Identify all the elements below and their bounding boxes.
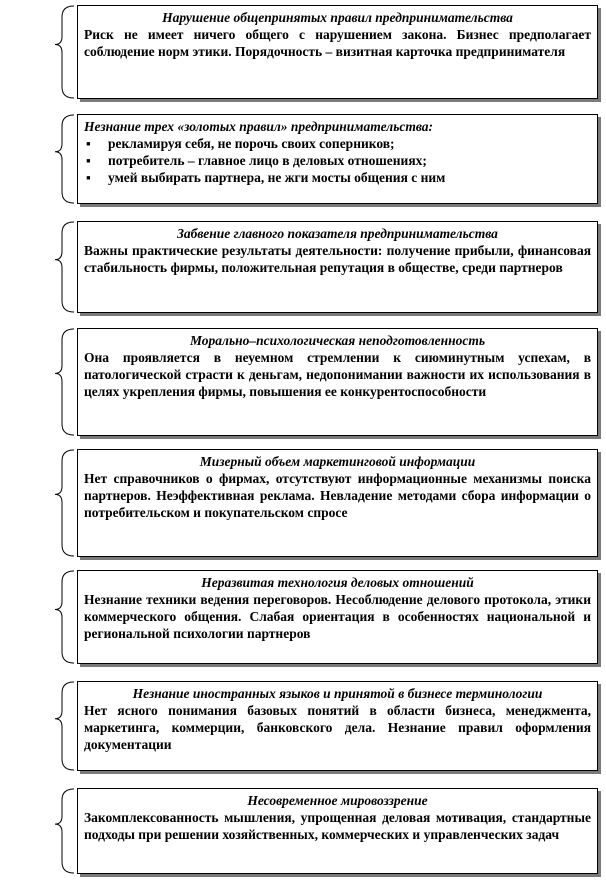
curly-bracket — [55, 222, 74, 312]
block-business-technology — [77, 570, 598, 664]
block-golden-rules — [77, 114, 598, 204]
block-title: Забвение главного показателя предпринимательства — [177, 226, 498, 241]
curly-bracket — [55, 115, 74, 203]
block-text: Она проявляется в неуемном стремлении к сиюминутным успехам, в патологической страсти к деньгам, недопонимании важности их использования в целях укрепления фирмы, повышения ее конкурентоспособности — [84, 350, 591, 399]
block-text: Важны практические результаты деятельности: получение прибыли, финансовая стабильность фирмы, положительная репутация в обществе, среди партнеров — [84, 243, 591, 275]
curly-bracket — [55, 571, 74, 663]
block-title: Морально–психологическая неподготовленность — [189, 333, 486, 348]
block-text: Нет ясного понимания базовых понятий в области бизнеса, менеджмента, маркетинга, коммерции, банковского дела. Незнание правил оформления документации — [84, 703, 591, 752]
block-main-indicator — [77, 221, 598, 313]
list-item: ▪ рекламируя себя, не порочь своих соперников; — [86, 136, 395, 151]
list-item: ▪ умей выбирать партнера, не жги мосты общения с ним — [86, 170, 446, 185]
block-text: Риск не имеет ничего общего с нарушением закона. Бизнес предполагает соблюдение норм этики. Порядочность – визитная карточка предпринимателя — [84, 27, 591, 59]
bullet-icon: ▪ — [86, 153, 91, 168]
block-marketing-info — [77, 449, 598, 557]
bullet-icon: ▪ — [86, 170, 91, 185]
block-violation-of-rules — [77, 5, 598, 99]
block-title: Несовременное мировоззрение — [247, 793, 428, 808]
bullet-list — [84, 135, 591, 186]
block-moral-psychological — [77, 328, 598, 436]
curly-bracket — [55, 682, 74, 770]
block-text: Закомплексованность мышления, упрощенная деловая мотивация, стандартные подходы при решении хозяйственных, коммерческих и управленческих задач — [84, 810, 591, 842]
block-title: Незнание иностранных языков и принятой в бизнесе терминологии — [132, 686, 543, 701]
block-languages-terminology — [77, 681, 598, 771]
block-title: Неразвитая технология деловых отношений — [201, 575, 474, 590]
curly-bracket — [55, 6, 74, 98]
block-title: Незнание трех «золотых правил» предпринимательства: — [84, 119, 434, 134]
block-text: Незнание техники ведения переговоров. Несоблюдение делового протокола, этики коммерческого общения. Слабая ориентация в особенностях национальной и региональной психологии партнеров — [84, 592, 591, 641]
curly-bracket — [55, 789, 74, 873]
bullet-icon: ▪ — [86, 136, 91, 151]
list-item: ▪ потребитель – главное лицо в деловых отношениях; — [86, 153, 427, 168]
block-text: Нет справочников о фирмах, отсутствуют информационные механизмы поиска партнеров. Неэффективная реклама. Невладение методами сбора информации о потребительском и покупательском спросе — [84, 471, 591, 520]
curly-bracket — [55, 450, 74, 556]
curly-bracket — [55, 329, 74, 435]
block-title: Нарушение общепринятых правил предпринимательства — [162, 10, 513, 25]
block-outdated-worldview — [77, 788, 598, 874]
block-title: Мизерный объем маркетинговой информации — [199, 454, 476, 469]
